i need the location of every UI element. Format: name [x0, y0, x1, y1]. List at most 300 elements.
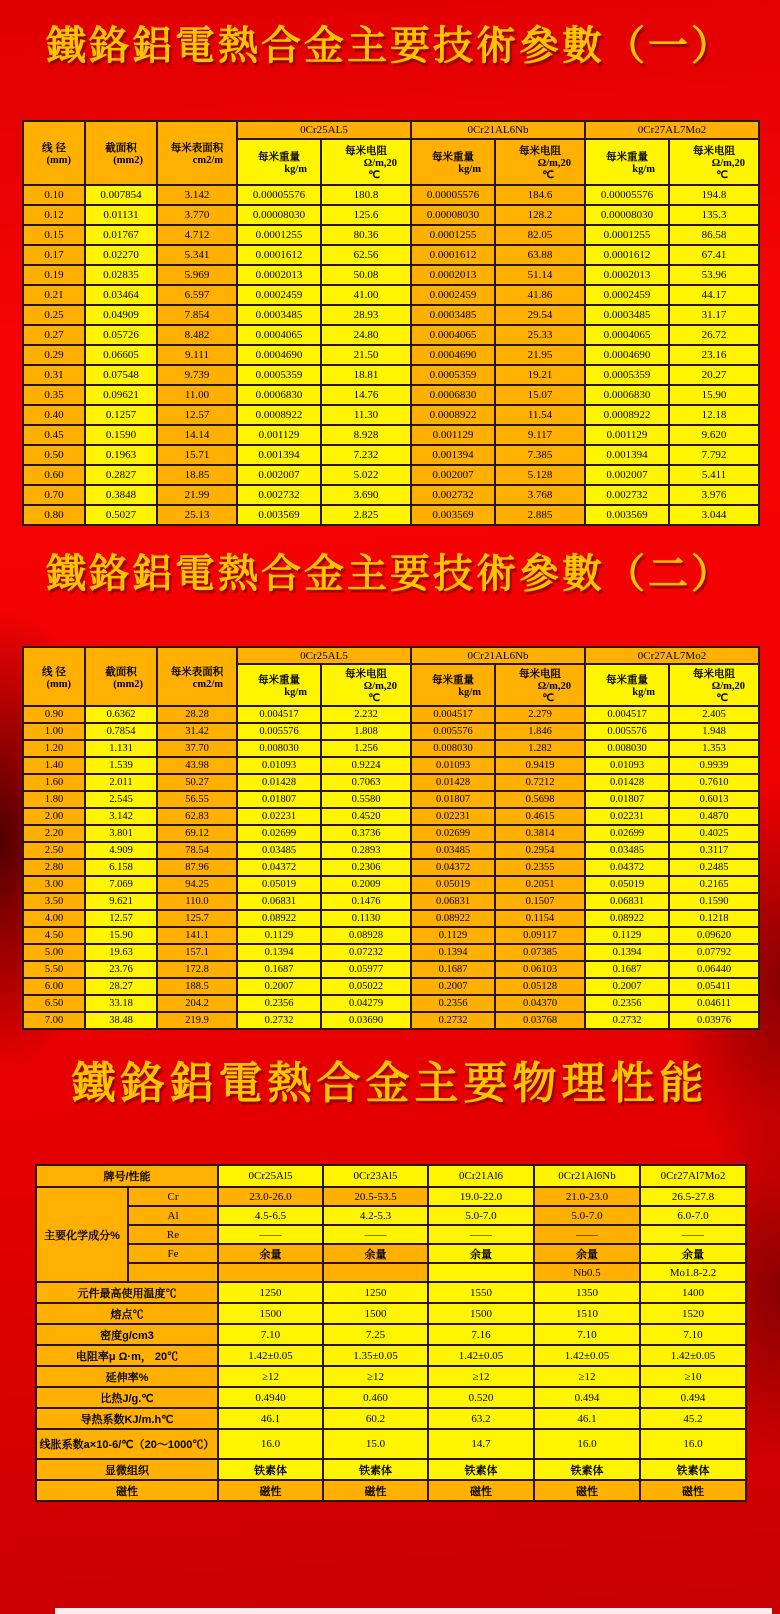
- table-row: [23, 265, 759, 285]
- chem-value-cell: 5.0-7.0: [428, 1206, 534, 1225]
- value-cell: 0.0003485: [237, 305, 321, 325]
- header-unit: kg/m: [284, 687, 307, 698]
- value-cell: 0.3736: [321, 825, 411, 842]
- value-cell: 0.1129: [237, 927, 321, 944]
- value-cell: 3.00: [23, 876, 85, 893]
- chem-row: [36, 1225, 746, 1244]
- property-value-cell: 16.0: [640, 1429, 746, 1459]
- value-cell: 0.0002459: [237, 285, 321, 305]
- property-row: [36, 1345, 746, 1366]
- property-label: 密度g/cm3: [36, 1324, 218, 1345]
- value-cell: 0.4025: [669, 825, 759, 842]
- value-cell: 0.09620: [669, 927, 759, 944]
- value-cell: 0.001394: [585, 445, 669, 465]
- col-header-diameter: [23, 121, 85, 185]
- value-cell: 9.117: [495, 425, 585, 445]
- property-value-cell: 7.10: [640, 1324, 746, 1345]
- col-header-area: [85, 121, 157, 185]
- table-row: [23, 757, 759, 774]
- value-cell: 0.0002459: [585, 285, 669, 305]
- value-cell: 0.0002013: [411, 265, 495, 285]
- value-cell: 0.06605: [85, 345, 157, 365]
- chem-value-cell: [218, 1263, 323, 1282]
- chem-value-cell: 余量: [640, 1244, 746, 1263]
- value-cell: 0.2306: [321, 859, 411, 876]
- value-cell: 0.0004065: [237, 325, 321, 345]
- value-cell: 125.7: [157, 910, 237, 927]
- value-cell: 0.35: [23, 385, 85, 405]
- value-cell: 0.06831: [237, 893, 321, 910]
- value-cell: 0.04279: [321, 995, 411, 1012]
- value-cell: 62.56: [321, 245, 411, 265]
- value-cell: 5.969: [157, 265, 237, 285]
- property-row: [36, 1480, 746, 1501]
- value-cell: 26.72: [669, 325, 759, 345]
- value-cell: 0.0001255: [585, 225, 669, 245]
- header-label: 每米重量: [432, 151, 474, 163]
- header-unit-degc: ℃: [542, 169, 554, 181]
- value-cell: 0.001129: [585, 425, 669, 445]
- value-cell: 0.1129: [411, 927, 495, 944]
- table-row: [23, 774, 759, 791]
- value-cell: 125.6: [321, 205, 411, 225]
- value-cell: 3.044: [669, 505, 759, 525]
- element-label: Fe: [128, 1244, 218, 1263]
- col-header-resistance: [321, 139, 411, 185]
- value-cell: 0.003569: [411, 505, 495, 525]
- value-cell: 2.825: [321, 505, 411, 525]
- value-cell: 0.5698: [495, 791, 585, 808]
- property-value-cell: 7.25: [323, 1324, 428, 1345]
- table-row: [23, 445, 759, 465]
- section2-title: 鐵鉻鋁電熱合金主要技術參數（二）: [46, 550, 734, 597]
- value-cell: 0.01767: [85, 225, 157, 245]
- value-cell: 0.03768: [495, 1012, 585, 1029]
- value-cell: 0.02270: [85, 245, 157, 265]
- value-cell: 0.7854: [85, 723, 157, 740]
- table-row: [23, 185, 759, 205]
- value-cell: 7.069: [85, 876, 157, 893]
- value-cell: 0.002732: [411, 485, 495, 505]
- property-row: [36, 1387, 746, 1408]
- value-cell: 6.00: [23, 978, 85, 995]
- header-label: 每米重量: [258, 151, 300, 163]
- header-label: 每米电阻: [693, 145, 735, 157]
- property-value-cell: 0.460: [323, 1387, 428, 1408]
- value-cell: 7.00: [23, 1012, 85, 1029]
- value-cell: 21.99: [157, 485, 237, 505]
- value-cell: 0.002007: [237, 465, 321, 485]
- value-cell: 63.88: [495, 245, 585, 265]
- value-cell: 0.06831: [585, 893, 669, 910]
- table-row: [23, 425, 759, 445]
- table-row: [23, 808, 759, 825]
- value-cell: 0.10: [23, 185, 85, 205]
- table-row: [23, 465, 759, 485]
- chem-row: [36, 1206, 746, 1225]
- value-cell: 21.50: [321, 345, 411, 365]
- value-cell: 0.5027: [85, 505, 157, 525]
- value-cell: 1.40: [23, 757, 85, 774]
- property-value-cell: 磁性: [428, 1480, 534, 1501]
- property-label: 元件最高使用温度℃: [36, 1282, 218, 1303]
- value-cell: 0.3848: [85, 485, 157, 505]
- chem-value-cell: Nb0.5: [534, 1263, 640, 1282]
- property-value-cell: 1500: [428, 1303, 534, 1324]
- value-cell: 0.1507: [495, 893, 585, 910]
- value-cell: 2.545: [85, 791, 157, 808]
- value-cell: 0.05411: [669, 978, 759, 995]
- chem-value-cell: [323, 1263, 428, 1282]
- value-cell: 0.02699: [585, 825, 669, 842]
- value-cell: 41.00: [321, 285, 411, 305]
- value-cell: 2.00: [23, 808, 85, 825]
- value-cell: 0.1687: [237, 961, 321, 978]
- alloy-header-row: [23, 121, 759, 139]
- property-value-cell: 1520: [640, 1303, 746, 1324]
- table-row: [23, 723, 759, 740]
- property-value-cell: 7.10: [218, 1324, 323, 1345]
- value-cell: 0.07792: [669, 944, 759, 961]
- value-cell: 20.27: [669, 365, 759, 385]
- value-cell: 0.0008922: [411, 405, 495, 425]
- value-cell: 0.04370: [495, 995, 585, 1012]
- header-unit: kg/m: [632, 687, 655, 698]
- value-cell: 0.005576: [585, 723, 669, 740]
- table-row: [23, 1012, 759, 1029]
- value-cell: 0.09621: [85, 385, 157, 405]
- value-cell: 50.27: [157, 774, 237, 791]
- table-row: [23, 876, 759, 893]
- value-cell: 0.1394: [585, 944, 669, 961]
- value-cell: 0.008030: [237, 740, 321, 757]
- value-cell: 0.08922: [411, 910, 495, 927]
- col-header-resistance: [321, 664, 411, 706]
- value-cell: 78.54: [157, 842, 237, 859]
- header-label: 每米重量: [606, 674, 648, 686]
- table-row: [23, 305, 759, 325]
- value-cell: 1.131: [85, 740, 157, 757]
- value-cell: 0.001129: [411, 425, 495, 445]
- value-cell: 0.29: [23, 345, 85, 365]
- value-cell: 18.85: [157, 465, 237, 485]
- header-label: 每米重量: [258, 674, 300, 686]
- value-cell: 28.27: [85, 978, 157, 995]
- property-label: 比热J/g.℃: [36, 1387, 218, 1408]
- value-cell: 25.33: [495, 325, 585, 345]
- value-cell: 0.2009: [321, 876, 411, 893]
- value-cell: 28.93: [321, 305, 411, 325]
- value-cell: 5.00: [23, 944, 85, 961]
- value-cell: 0.01807: [585, 791, 669, 808]
- value-cell: 0.04372: [585, 859, 669, 876]
- value-cell: 0.4870: [669, 808, 759, 825]
- value-cell: 219.9: [157, 1012, 237, 1029]
- params-table-1: [22, 120, 760, 526]
- alloy-header-row: [23, 647, 759, 664]
- value-cell: 0.00008030: [585, 205, 669, 225]
- value-cell: 1.256: [321, 740, 411, 757]
- property-value-cell: 铁素体: [218, 1459, 323, 1480]
- value-cell: 0.1218: [669, 910, 759, 927]
- property-value-cell: 45.2: [640, 1408, 746, 1429]
- value-cell: 0.9939: [669, 757, 759, 774]
- value-cell: 0.1963: [85, 445, 157, 465]
- property-value-cell: 0.494: [534, 1387, 640, 1408]
- property-value-cell: 1510: [534, 1303, 640, 1324]
- table-row: [23, 365, 759, 385]
- value-cell: 0.008030: [411, 740, 495, 757]
- value-cell: 0.06440: [669, 961, 759, 978]
- property-value-cell: 1.42±0.05: [534, 1345, 640, 1366]
- col-header-alloy-0Cr21Al6: 0Cr21Al6: [428, 1165, 534, 1187]
- value-cell: 0.2007: [237, 978, 321, 995]
- value-cell: 1.60: [23, 774, 85, 791]
- value-cell: 0.1476: [321, 893, 411, 910]
- value-cell: 0.02699: [411, 825, 495, 842]
- value-cell: 0.2732: [237, 1012, 321, 1029]
- value-cell: 9.620: [669, 425, 759, 445]
- value-cell: 0.50: [23, 445, 85, 465]
- value-cell: 0.03485: [585, 842, 669, 859]
- value-cell: 0.03485: [411, 842, 495, 859]
- col-header-alloy-0Cr25Al5: 0Cr25Al5: [218, 1165, 323, 1187]
- value-cell: 7.792: [669, 445, 759, 465]
- value-cell: 0.21: [23, 285, 85, 305]
- value-cell: 0.00005576: [585, 185, 669, 205]
- property-value-cell: 1250: [323, 1282, 428, 1303]
- value-cell: 0.0004690: [411, 345, 495, 365]
- value-cell: 0.003569: [585, 505, 669, 525]
- value-cell: 0.6013: [669, 791, 759, 808]
- header-unit: cm2/m: [192, 678, 223, 690]
- header-unit-degc: ℃: [368, 169, 380, 181]
- section3-title: 鐵鉻鋁電熱合金主要物理性能: [71, 1058, 709, 1109]
- value-cell: 0.90: [23, 706, 85, 723]
- property-value-cell: 磁性: [534, 1480, 640, 1501]
- value-cell: 87.96: [157, 859, 237, 876]
- property-value-cell: ≥12: [534, 1366, 640, 1387]
- property-value-cell: 磁性: [640, 1480, 746, 1501]
- phys-header-row: [36, 1165, 746, 1187]
- header-unit-degc: ℃: [542, 692, 554, 704]
- value-cell: 0.07548: [85, 365, 157, 385]
- chem-value-cell: Mo1.8-2.2: [640, 1263, 746, 1282]
- col-header-weight: [585, 139, 669, 185]
- table-row: [23, 961, 759, 978]
- value-cell: 180.8: [321, 185, 411, 205]
- value-cell: 0.01428: [585, 774, 669, 791]
- value-cell: 2.405: [669, 706, 759, 723]
- value-cell: 0.1687: [411, 961, 495, 978]
- value-cell: 0.2165: [669, 876, 759, 893]
- value-cell: 0.0005359: [237, 365, 321, 385]
- value-cell: 44.17: [669, 285, 759, 305]
- value-cell: 37.70: [157, 740, 237, 757]
- property-label: 电阻率μ Ω·m， 20℃: [36, 1345, 218, 1366]
- table-row: [23, 825, 759, 842]
- header-label: 每米表面积: [170, 665, 224, 678]
- value-cell: 0.1130: [321, 910, 411, 927]
- table-row: [23, 225, 759, 245]
- element-label: [128, 1263, 218, 1282]
- value-cell: 0.9224: [321, 757, 411, 774]
- property-value-cell: 1500: [218, 1303, 323, 1324]
- property-value-cell: 14.7: [428, 1429, 534, 1459]
- chem-value-cell: 余量: [323, 1244, 428, 1263]
- value-cell: 128.2: [495, 205, 585, 225]
- col-header-weight: [411, 139, 495, 185]
- property-value-cell: 1550: [428, 1282, 534, 1303]
- value-cell: 67.41: [669, 245, 759, 265]
- value-cell: 0.2007: [585, 978, 669, 995]
- value-cell: 2.80: [23, 859, 85, 876]
- table2-body: [23, 706, 759, 1029]
- property-value-cell: 1.35±0.05: [323, 1345, 428, 1366]
- table1-body: [23, 185, 759, 525]
- col-header-alloy-0Cr25AL5: 0Cr25AL5: [237, 647, 411, 664]
- value-cell: 2.279: [495, 706, 585, 723]
- header-unit-degc: ℃: [716, 169, 728, 181]
- value-cell: 0.2954: [495, 842, 585, 859]
- value-cell: 0.002732: [237, 485, 321, 505]
- value-cell: 0.07232: [321, 944, 411, 961]
- property-value-cell: 46.1: [218, 1408, 323, 1429]
- property-value-cell: 46.1: [534, 1408, 640, 1429]
- value-cell: 0.0004065: [585, 325, 669, 345]
- value-cell: 0.0004065: [411, 325, 495, 345]
- value-cell: 0.0001255: [411, 225, 495, 245]
- value-cell: 51.14: [495, 265, 585, 285]
- value-cell: 0.0001255: [237, 225, 321, 245]
- value-cell: 1.846: [495, 723, 585, 740]
- value-cell: 3.50: [23, 893, 85, 910]
- value-cell: 0.02231: [411, 808, 495, 825]
- value-cell: 14.14: [157, 425, 237, 445]
- value-cell: 188.5: [157, 978, 237, 995]
- phys-table-body: [36, 1187, 746, 1501]
- col-header-diameter: [23, 647, 85, 706]
- value-cell: 3.770: [157, 205, 237, 225]
- header-unit: Ω/m,20: [363, 158, 397, 169]
- col-header-alloy-0Cr23Al5: 0Cr23Al5: [323, 1165, 428, 1187]
- header-unit: (mm): [46, 678, 71, 690]
- value-cell: 0.01131: [85, 205, 157, 225]
- value-cell: 18.81: [321, 365, 411, 385]
- value-cell: 0.08922: [585, 910, 669, 927]
- value-cell: 25.13: [157, 505, 237, 525]
- col-header-alloy-0Cr25AL5: 0Cr25AL5: [237, 121, 411, 139]
- value-cell: 141.1: [157, 927, 237, 944]
- value-cell: 0.1394: [237, 944, 321, 961]
- property-value-cell: ≥12: [428, 1366, 534, 1387]
- value-cell: 56.55: [157, 791, 237, 808]
- value-cell: 6.50: [23, 995, 85, 1012]
- property-value-cell: 铁素体: [534, 1459, 640, 1480]
- section1-title: 鐵鉻鋁電熱合金主要技術參數（一）: [46, 22, 734, 69]
- value-cell: 8.928: [321, 425, 411, 445]
- col-header-surface: [157, 121, 237, 185]
- value-cell: 0.0005359: [585, 365, 669, 385]
- chem-value-cell: 21.0-23.0: [534, 1187, 640, 1206]
- col-header-weight: [237, 139, 321, 185]
- value-cell: 0.00005576: [411, 185, 495, 205]
- chem-value-cell: 余量: [218, 1244, 323, 1263]
- value-cell: 9.621: [85, 893, 157, 910]
- header-label: 每米电阻: [345, 668, 387, 680]
- property-value-cell: 15.0: [323, 1429, 428, 1459]
- value-cell: 0.7610: [669, 774, 759, 791]
- table-row: [23, 944, 759, 961]
- property-value-cell: 16.0: [534, 1429, 640, 1459]
- chem-value-cell: 余量: [534, 1244, 640, 1263]
- value-cell: 0.2356: [411, 995, 495, 1012]
- property-value-cell: 磁性: [218, 1480, 323, 1501]
- value-cell: 53.96: [669, 265, 759, 285]
- value-cell: 0.2355: [495, 859, 585, 876]
- chem-section-label: 主要化学成分%: [36, 1187, 128, 1282]
- table-row: [23, 385, 759, 405]
- bottom-edge-strip: [55, 1608, 772, 1614]
- value-cell: 0.07385: [495, 944, 585, 961]
- col-header-alloy-0Cr27AL7Mo2: 0Cr27AL7Mo2: [585, 121, 759, 139]
- value-cell: 0.1687: [585, 961, 669, 978]
- value-cell: 0.2893: [321, 842, 411, 859]
- value-cell: 2.232: [321, 706, 411, 723]
- element-label: Al: [128, 1206, 218, 1225]
- property-value-cell: 铁素体: [323, 1459, 428, 1480]
- chem-value-cell: ——: [534, 1225, 640, 1244]
- property-row: [36, 1282, 746, 1303]
- value-cell: 0.005576: [237, 723, 321, 740]
- value-cell: 110.0: [157, 893, 237, 910]
- value-cell: 0.05019: [237, 876, 321, 893]
- col-header-alloy-0Cr27Al7Mo2: 0Cr27Al7Mo2: [640, 1165, 746, 1187]
- value-cell: 0.3814: [495, 825, 585, 842]
- value-cell: 0.004517: [411, 706, 495, 723]
- value-cell: 86.58: [669, 225, 759, 245]
- value-cell: 5.022: [321, 465, 411, 485]
- value-cell: 11.00: [157, 385, 237, 405]
- table-row: [23, 740, 759, 757]
- table-row: [23, 927, 759, 944]
- value-cell: 0.1154: [495, 910, 585, 927]
- value-cell: 0.0008922: [237, 405, 321, 425]
- header-unit: (mm): [46, 155, 71, 166]
- value-cell: 38.48: [85, 1012, 157, 1029]
- value-cell: 14.76: [321, 385, 411, 405]
- value-cell: 23.16: [669, 345, 759, 365]
- table-row: [23, 706, 759, 723]
- value-cell: 1.948: [669, 723, 759, 740]
- value-cell: 0.00005576: [237, 185, 321, 205]
- value-cell: 0.004517: [585, 706, 669, 723]
- value-cell: 0.06831: [411, 893, 495, 910]
- value-cell: 0.01428: [237, 774, 321, 791]
- property-value-cell: 铁素体: [428, 1459, 534, 1480]
- value-cell: 0.02231: [237, 808, 321, 825]
- value-cell: 3.801: [85, 825, 157, 842]
- value-cell: 9.739: [157, 365, 237, 385]
- value-cell: 0.03485: [237, 842, 321, 859]
- value-cell: 0.001394: [411, 445, 495, 465]
- property-value-cell: ≥12: [218, 1366, 323, 1387]
- value-cell: 0.00008030: [237, 205, 321, 225]
- header-unit-degc: ℃: [368, 692, 380, 704]
- value-cell: 0.004517: [237, 706, 321, 723]
- header-unit-degc: ℃: [716, 692, 728, 704]
- physical-properties-table: [35, 1164, 747, 1502]
